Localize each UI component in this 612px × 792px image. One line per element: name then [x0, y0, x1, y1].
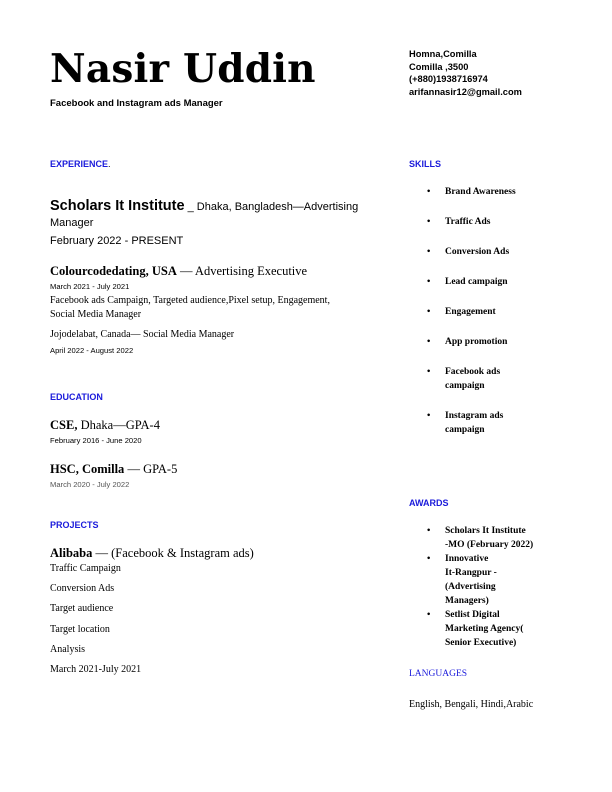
education-entry-2: HSC, Comilla — GPA-5 March 2020 - July 2022 — [50, 462, 178, 489]
skills-list — [445, 185, 555, 437]
skill-item: • Engagement — [445, 305, 555, 319]
awards-heading: AWARDS — [409, 498, 449, 508]
project-line: Traffic Campaign — [50, 563, 121, 574]
award-item: • Innovative It-Rangpur - (Advertising Managers) — [445, 552, 565, 608]
address-line-1: Homna,Comilla — [409, 49, 477, 59]
project-lines — [50, 559, 254, 680]
job-org-1: Scholars It Institute — [50, 198, 185, 214]
job-extra-dates: April 2022 - August 2022 — [50, 346, 134, 355]
project-line: Target audience — [50, 603, 114, 615]
address-line-2: Comilla ,3500 — [409, 61, 469, 72]
job-dates-2: March 2021 - July 2021 — [50, 282, 130, 291]
award-item: • Setlist Digital Marketing Agency( Senior Executive) — [445, 608, 565, 650]
resume-subtitle: Facebook and Instagram ads Manager — [50, 98, 223, 109]
job-dates-1: February 2022 - PRESENT — [50, 235, 184, 247]
project-line: Conversion Ads — [50, 583, 115, 595]
resume-name: Nasir Uddin — [50, 46, 316, 92]
languages-text: English, Bengali, Hindi,Arabic — [409, 699, 534, 710]
contact-block — [409, 48, 522, 99]
job-org-2: Colourcodedating, USA — [50, 264, 177, 278]
skill-item: • Brand Awareness — [445, 185, 555, 199]
education-heading: EDUCATION — [50, 392, 103, 402]
skills-heading: SKILLS — [409, 159, 442, 169]
projects-heading: PROJECTS — [50, 520, 99, 530]
job-entry-2 — [50, 264, 380, 355]
skill-item: • Facebook ads campaign — [445, 365, 555, 393]
skill-item: • Conversion Ads — [445, 245, 555, 259]
languages-heading: LANGUAGES — [409, 669, 468, 679]
project-title: Alibaba — [50, 546, 93, 560]
skill-item: • Lead campaign — [445, 275, 555, 289]
project-line: Target location — [50, 623, 110, 635]
phone-number: (+880)1938716974 — [409, 74, 488, 85]
job-entry-1: Scholars It Institute _ Dhaka, Bangladesh—Advertising Manager February 2022 - PRESENT — [50, 199, 380, 247]
skill-item: • Traffic Ads — [445, 215, 555, 229]
project-line: March 2021-July 2021 — [50, 664, 142, 676]
skill-item: • Instagram ads campaign — [445, 409, 555, 437]
job-desc-2: Facebook ads Campaign, Targeted audience,Pixel setup, Engagement, Social Media Manager — [50, 295, 330, 320]
job-role-2: — Advertising Executive — [176, 264, 308, 278]
award-item: • Scholars It Institute -MO (February 2022) — [445, 524, 565, 552]
skill-item: • App promotion — [445, 335, 555, 349]
project-entry: Alibaba — (Facebook & Instagram ads) Traffic Campaign Conversion Ads Target audience Target location Analysis March 2021-July 2021 — [50, 546, 254, 680]
email-address: arifannasir12@gmail.com — [409, 87, 522, 98]
awards-list — [445, 524, 565, 650]
job-detail-1: Dhaka, Bangladesh—Advertising — [196, 201, 359, 213]
project-line: Analysis — [50, 643, 85, 655]
job-extra: Jojodelabat, Canada— Social Media Manager — [50, 329, 235, 340]
experience-heading: EXPERIENCE. — [50, 159, 111, 169]
education-entry-1: CSE, Dhaka—GPA-4 February 2016 - June 2020 — [50, 418, 160, 445]
